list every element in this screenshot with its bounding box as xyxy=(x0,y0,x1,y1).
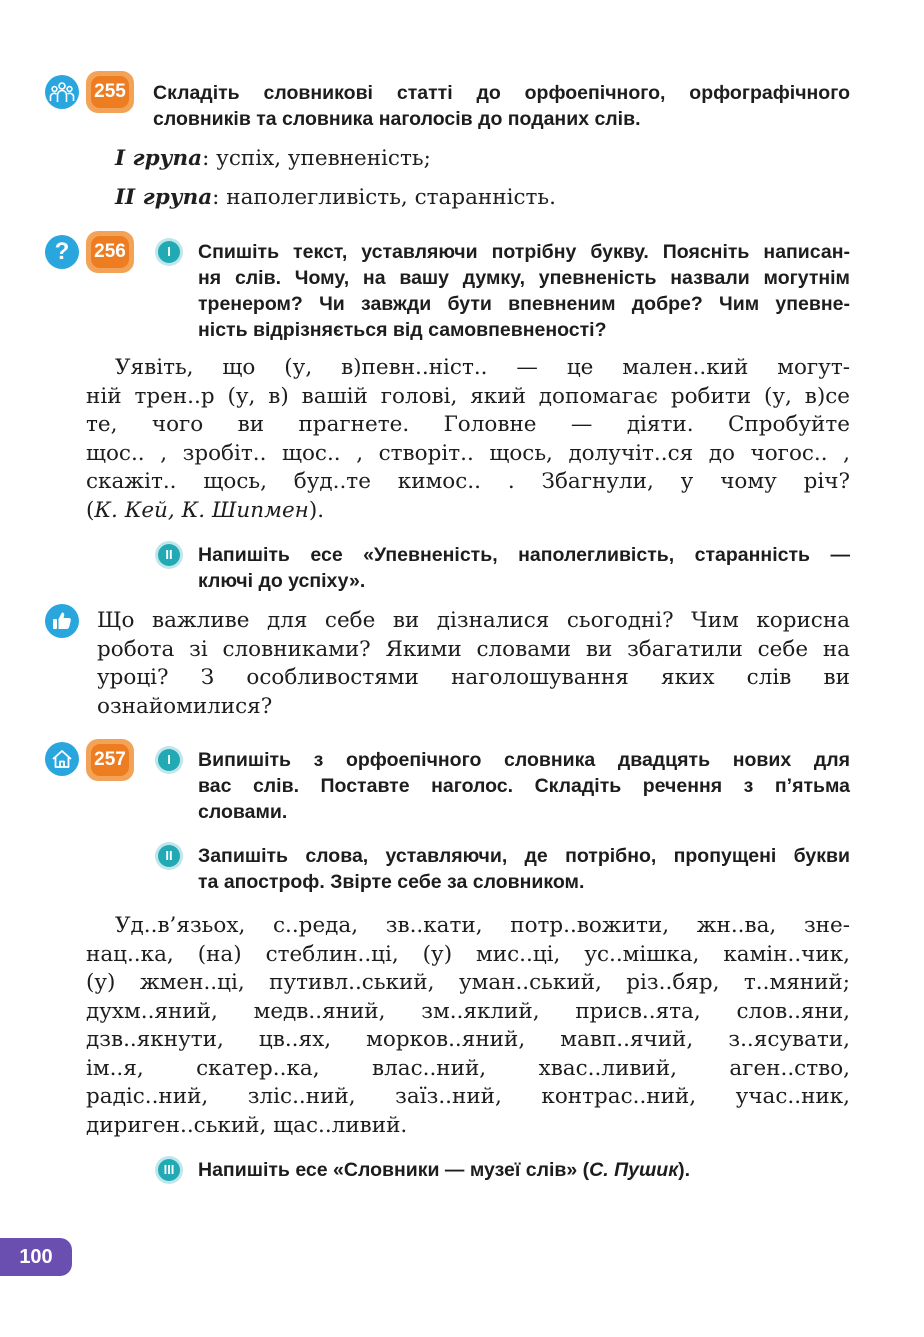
task-number-badge xyxy=(86,739,134,781)
level-label: І xyxy=(158,241,180,263)
text-line: Що важливе для себе ви дізналися сьогодні? Чим корисна xyxy=(97,608,850,633)
task-instruction xyxy=(153,80,850,132)
reflection-text xyxy=(97,607,850,721)
instruction-line: словників та словника наголосів до поданих слів. xyxy=(153,108,641,130)
text-line: дзв..якнути, цв..ях, морков..яний, мавп..ячий, з..ясувати, xyxy=(86,1027,850,1052)
group-words: : наполегливість, старанність. xyxy=(212,185,556,210)
source-open: ( xyxy=(86,497,95,523)
question-icon: ? xyxy=(45,235,79,269)
instruction-suffix: ). xyxy=(678,1159,690,1181)
text-line: Уявіть, що (у, в)певн..ніст.. — це мален..кий могут- xyxy=(115,355,850,380)
task-instruction xyxy=(198,542,850,594)
word-list xyxy=(86,912,850,1140)
group-words: : успіх, упевненість; xyxy=(202,146,431,171)
instruction-line: словами. xyxy=(198,801,288,823)
instruction-line: Запишіть слова, уставляючи, де потрібно, пропущені букви xyxy=(198,845,850,867)
text-line: дириген..ський, щас..ливий. xyxy=(86,1112,408,1138)
group-work-icon xyxy=(45,75,79,109)
text-line: робота зі словниками? Якими словами ви збагатили себе на xyxy=(97,636,850,662)
text-line: ній трен..р (у, в) вашій голові, який допомагає робити (у, в)се xyxy=(86,383,850,409)
task-instruction xyxy=(198,239,850,343)
level-label: ІІ xyxy=(158,845,180,867)
text-line: нац..ка, (на) стеблин..ці, (у) мис..ці, ус..мішка, камін..чик, xyxy=(86,941,850,967)
source-line xyxy=(86,497,850,526)
level-badge xyxy=(155,842,183,870)
instruction-line xyxy=(198,1157,850,1183)
text-line: ім..я, скатер..ка, влас..ний, хвас..ливий, аген..ство, xyxy=(86,1055,850,1081)
instruction-line: ключі до успіху». xyxy=(198,570,366,592)
task-instruction xyxy=(198,843,850,895)
instruction-line: тренером? Чи завжди бути впевненим добре? Чим упевне- xyxy=(198,293,850,315)
instruction-line: ня слів. Чому, на вашу думку, упевненість назвали могутнім xyxy=(198,267,850,289)
home-icon xyxy=(45,742,79,776)
group-line xyxy=(115,145,431,173)
text-line: Уд..в’язьох, с..реда, зв..кати, потр..вожити, жн..ва, зне- xyxy=(115,913,850,938)
instruction-line: Спишіть текст, уставляючи потрібну букву. Поясніть написан- xyxy=(198,241,850,263)
instruction-line: та апостроф. Звірте себе за словником. xyxy=(198,871,585,893)
text-line: духм..яний, медв..яний, зм..яклий, присв..ята, слов..яни, xyxy=(86,998,850,1024)
task-number-badge xyxy=(86,71,134,113)
text-line: уроці? З особливостями наголошування яких слів ви xyxy=(97,665,850,690)
exercise-text xyxy=(86,354,850,525)
task-number: 255 xyxy=(91,76,129,108)
instruction-line: Випишіть з орфоепічного словника двадцять нових для xyxy=(198,749,850,771)
text-line: (у) жмен..ці, путивл..ський, уман..ський, різ..бяр, т..мяний; xyxy=(86,970,850,995)
level-label: І xyxy=(158,749,180,771)
level-label: ІІІ xyxy=(158,1159,180,1181)
task-number-badge xyxy=(86,231,134,273)
instruction-line: вас слів. Поставте наголос. Складіть речення з п’ятьма xyxy=(198,775,850,797)
page-number: 100 xyxy=(0,1238,72,1276)
instruction-line: Напишіть есе «Упевненість, наполегливість, старанність — xyxy=(198,544,850,566)
task-number: 257 xyxy=(91,744,129,776)
task-number: 256 xyxy=(91,236,129,268)
text-line: радіс..ний, зліс..ний, заїз..ний, контрас..ний, учас..ник, xyxy=(86,1084,850,1109)
group-line xyxy=(115,184,556,212)
thumbs-up-icon xyxy=(45,604,79,638)
source-close: ). xyxy=(308,497,325,523)
task-instruction xyxy=(198,747,850,825)
text-line: те, чого ви прагнете. Головне — діяти. Спробуйте xyxy=(86,412,850,437)
level-badge xyxy=(155,1156,183,1184)
level-label: ІІ xyxy=(158,544,180,566)
level-badge xyxy=(155,238,183,266)
text-line: щос.. , зробіт.. щос.. , створіт.. щось, долучіт..ся до чогос.. , xyxy=(86,440,850,466)
instruction-line: ність відрізняється від самовпевненості? xyxy=(198,319,607,341)
instruction-line: Складіть словникові статті до орфоепічного, орфографічного xyxy=(153,82,850,104)
instruction-author: С. Пушик xyxy=(589,1159,679,1181)
instruction-prefix: Напишіть есе «Словники — музеї слів» ( xyxy=(198,1159,590,1181)
group-label: ІІ група xyxy=(115,185,213,210)
task-instruction xyxy=(198,1157,850,1183)
source-author: К. Кей, К. Шипмен xyxy=(94,497,309,523)
group-label: І група xyxy=(115,146,203,171)
level-badge xyxy=(155,746,183,774)
level-badge xyxy=(155,541,183,569)
text-line: ознайомилися? xyxy=(97,693,273,719)
text-line: скажіт.. щось, буд..те кимос.. . Збагнули, у чому річ? xyxy=(86,469,850,494)
